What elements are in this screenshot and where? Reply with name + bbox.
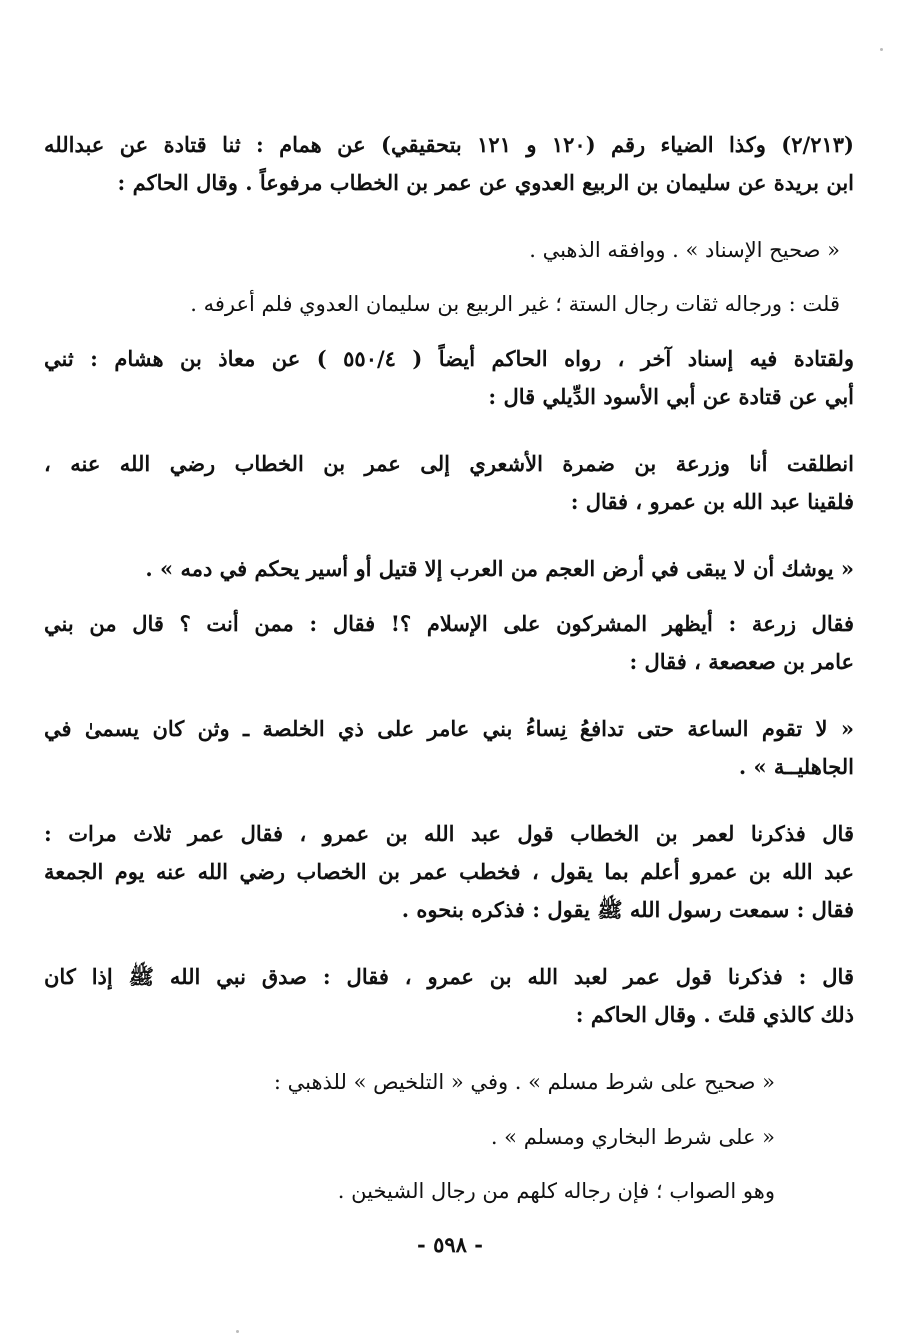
text-line: فلقينا عبد الله بن عمرو ، فقال : [570, 489, 854, 514]
text-line: « لا تقوم الساعة حتى تدافعُ نِساءُ بني عامر على ذي الخلصة ـ وثن كان يسمىٰ في [44, 716, 854, 741]
scan-speck [236, 1330, 239, 1333]
paragraph-11 [215, 1063, 775, 1101]
text-line: « على شرط البخاري ومسلم » . [490, 1125, 775, 1149]
paragraph-12 [215, 1118, 775, 1156]
text-line: أبي عن قتادة عن أبي الأسود الدِّيلي قال : [488, 384, 854, 409]
text-line: عبد الله بن عمرو أعلم بما يقول ، فخطب عمر بن الخصاب رضي الله عنه يوم الجمعة [44, 859, 854, 884]
paragraph-2 [44, 231, 854, 269]
paragraph-5 [44, 445, 854, 521]
text-line: « صحيح على شرط مسلم » . وفي « التلخيص » للذهبي : [273, 1070, 775, 1094]
paragraph-9 [44, 815, 854, 929]
page-number: - ٥٩٨ - [417, 1232, 483, 1257]
paragraph-1 [44, 126, 854, 202]
text-line: عامر بن صعصعة ، فقال : [629, 649, 854, 674]
scan-speck [880, 48, 883, 51]
paragraph-4 [44, 340, 854, 416]
paragraph-6 [44, 550, 854, 588]
text-line: الجاهليــة » . [738, 754, 854, 779]
text-line: فقال زرعة : أيظهر المشركون على الإسلام ؟! فقال : ممن أنت ؟ قال من بني [44, 611, 854, 636]
paragraph-10 [44, 958, 854, 1034]
text-line: « يوشك أن لا يبقى في أرض العجم من العرب إلا قتيل أو أسير يحكم في دمه » . [145, 556, 854, 581]
text-line: فقال : سمعت رسول الله ﷺ يقول : فذكره بنحوه . [401, 897, 854, 922]
paragraph-7 [44, 605, 854, 681]
paragraph-13 [135, 1172, 775, 1210]
text-line: ابن بريدة عن سليمان بن الربيع العدوي عن عمر بن الخطاب مرفوعاً . وقال الحاكم : [117, 170, 854, 195]
text-line: وهو الصواب ؛ فإن رجاله كلهم من رجال الشيخين . [337, 1179, 775, 1203]
text-line: انطلقت أنا وزرعة بن ضمرة الأشعري إلى عمر بن الخطاب رضي الله عنه ، [44, 451, 854, 476]
text-line: قلت : ورجاله ثقات رجال الستة ؛ غير الربيع بن سليمان العدوي فلم أعرفه . [190, 292, 840, 316]
text-line: « صحيح الإسناد » . ووافقه الذهبي . [529, 238, 840, 262]
text-line: (٢/٢١٣) وكذا الضياء رقم (١٢٠ و ١٢١ بتحقيقي) عن همام : ثنا قتادة عن عبدالله [44, 132, 854, 157]
paragraph-8 [44, 710, 854, 786]
text-line: ولقتادة فيه إسناد آخر ، رواه الحاكم أيضاً ( ٥٥٠/٤ ) عن معاذ بن هشام : ثني [44, 346, 854, 371]
text-line: ذلك كالذي قلتَ . وقال الحاكم : [575, 1002, 854, 1027]
text-line: قال : فذكرنا قول عمر لعبد الله بن عمرو ، فقال : صدق نبي الله ﷺ إذا كان [44, 964, 854, 989]
paragraph-3 [44, 285, 854, 323]
text-line: قال فذكرنا لعمر بن الخطاب قول عبد الله بن عمرو ، فقال عمر ثلاث مرات : [44, 821, 854, 846]
